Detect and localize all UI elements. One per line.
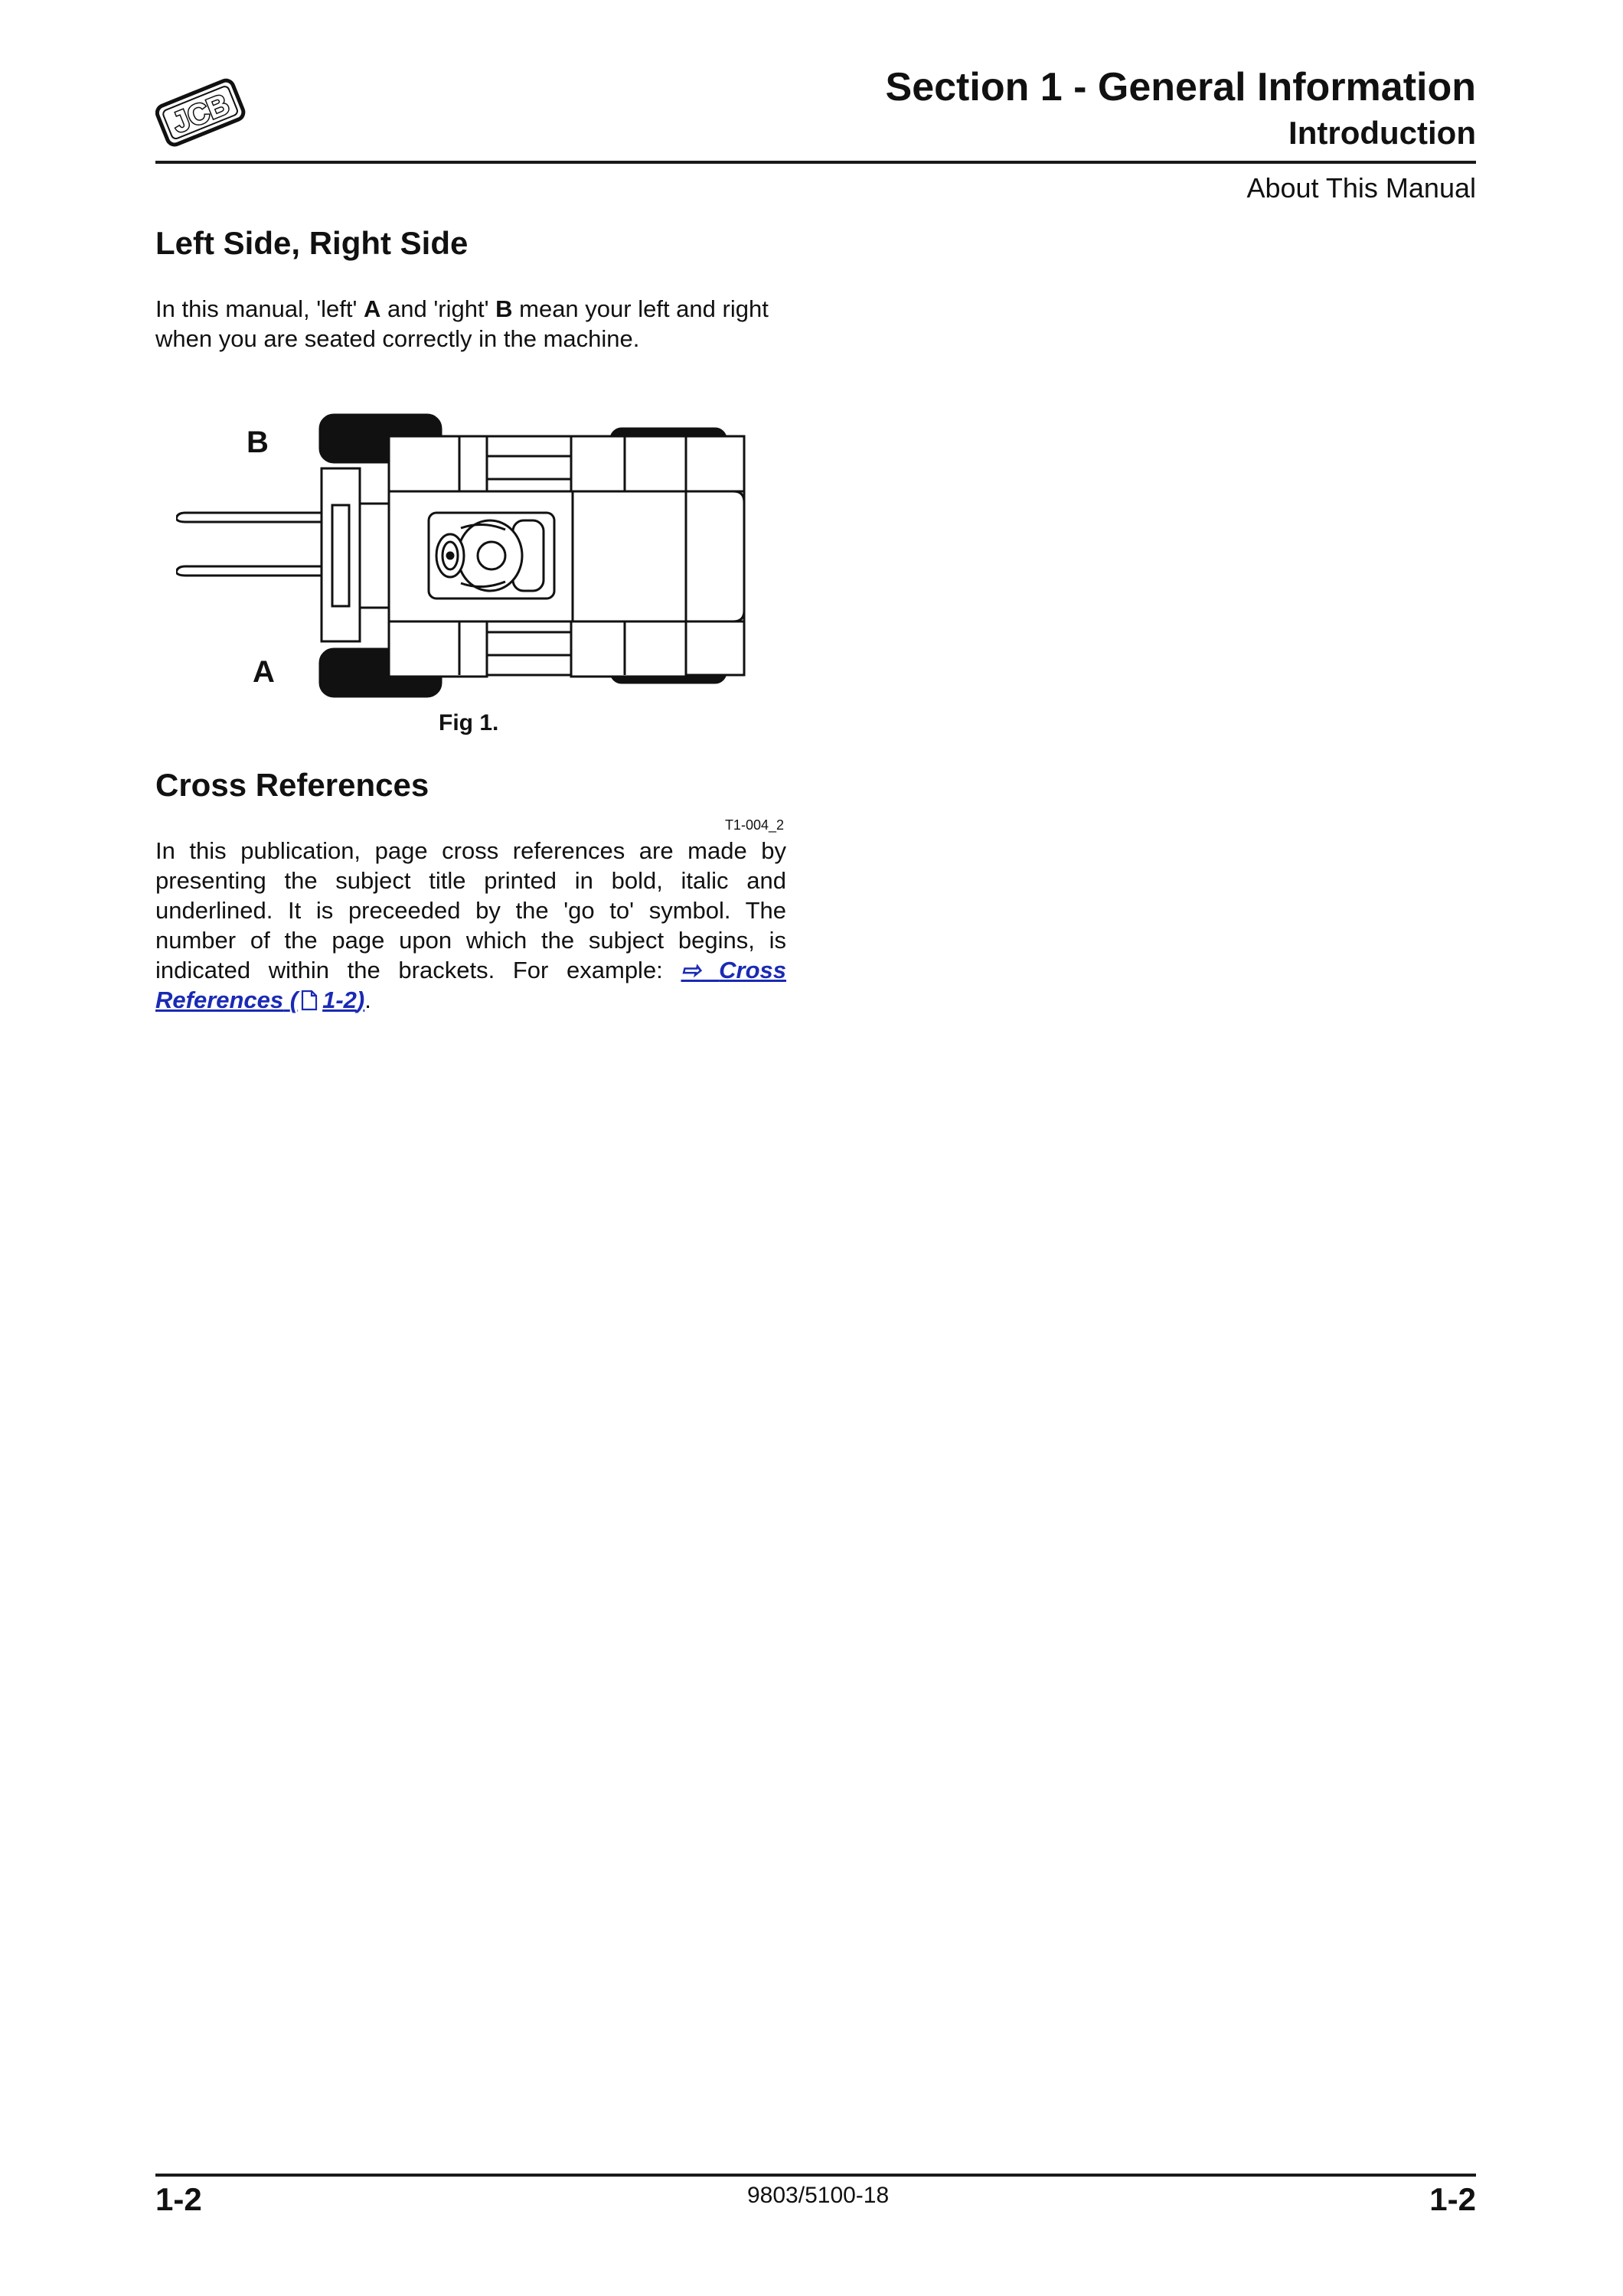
section-title: Section 1 - General Information: [885, 65, 1476, 109]
counterweight: [686, 491, 744, 621]
carriage: [332, 505, 349, 606]
text-part: mean your left and right when you are seated correctly in the machine.: [155, 295, 769, 352]
link-page: 1-2: [322, 987, 357, 1013]
logo-text: JCB: [168, 88, 234, 140]
jcb-logo: [155, 73, 246, 153]
text-part: In this manual, 'left': [155, 295, 364, 322]
left-right-text: [155, 294, 791, 354]
link-open-bracket: (: [289, 987, 299, 1013]
topic-title: About This Manual: [1246, 172, 1476, 204]
front-fender-left: [389, 621, 487, 677]
left-right-heading: Left Side, Right Side: [155, 225, 469, 261]
right-label: B: [495, 295, 513, 322]
page-icon: [301, 990, 318, 1011]
header-divider: [155, 161, 1476, 164]
document-code: 9803/5100-18: [747, 2183, 890, 2208]
cross-references-text: [155, 836, 786, 1015]
figure-label-a: A: [253, 655, 275, 689]
section-subtitle: Introduction: [1288, 115, 1476, 151]
link-title: Cross References: [155, 957, 786, 1013]
trailing-period: .: [364, 987, 371, 1013]
rear-fender-right: [571, 436, 686, 491]
figure-label-b: B: [247, 426, 269, 459]
machine-top-view-figure: [176, 406, 758, 712]
cross-text-body: In this publication, page cross references are made by presenting the subject title printed in bold, italic and underlined. It is preceeded by the 'go to' symbol. The number of the page upon which the subject begins, is indicated within the brackets. For example:: [155, 837, 786, 983]
reference-code: T1-004_2: [724, 817, 784, 833]
front-fender-right: [389, 436, 487, 491]
goto-icon: ⇨: [681, 957, 701, 983]
page-number-right: 1-2: [1429, 2181, 1476, 2217]
page-number-left: 1-2: [155, 2181, 202, 2217]
text-part: and 'right': [380, 295, 496, 322]
footer-divider: [155, 2174, 1476, 2177]
fork-upper: [176, 513, 329, 522]
link-close-bracket: ): [356, 987, 365, 1013]
left-label: A: [364, 295, 381, 322]
figure-caption: Fig 1.: [439, 710, 499, 735]
rear-fender-left: [571, 621, 686, 677]
fork-lower: [176, 566, 329, 576]
cross-references-heading: Cross References: [155, 767, 429, 803]
